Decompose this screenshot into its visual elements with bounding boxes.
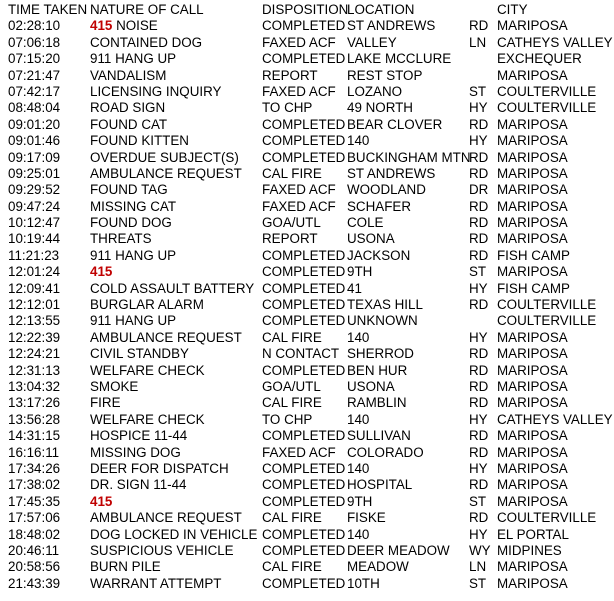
- table-row: [0, 412, 614, 428]
- location-cell: TEXAS HILL: [347, 297, 423, 313]
- time-taken-cell: 20:46:11: [8, 542, 60, 558]
- time-taken-cell: 07:42:17: [8, 83, 61, 99]
- nature-text: SMOKE: [90, 378, 139, 394]
- street-suffix-cell: HY: [469, 460, 488, 476]
- disposition-cell: COMPLETED: [262, 51, 346, 67]
- table-row: [0, 576, 614, 592]
- location-cell: BEN HUR: [347, 362, 408, 378]
- nature-of-call-cell: [90, 68, 166, 84]
- disposition-cell: FAXED ACF: [262, 182, 336, 198]
- nature-of-call-cell: [90, 461, 229, 477]
- nature-of-call-cell: [90, 412, 205, 428]
- disposition-cell: FAXED ACF: [262, 83, 336, 99]
- nature-of-call-cell: [90, 35, 202, 51]
- city-cell: COULTERVILLE: [497, 510, 597, 526]
- location-cell: 9TH: [347, 493, 373, 509]
- location-cell: USONA: [347, 378, 395, 394]
- street-suffix-cell: RD: [469, 149, 489, 165]
- city-cell: MARIPOSA: [497, 346, 568, 362]
- time-taken-cell: 17:57:06: [8, 510, 61, 526]
- street-suffix-cell: RD: [469, 247, 489, 263]
- nature-of-call-cell: [90, 281, 254, 297]
- time-taken-cell: 13:04:32: [8, 378, 61, 394]
- disposition-cell: COMPLETED: [262, 116, 346, 132]
- disposition-cell: COMPLETED: [262, 477, 346, 493]
- street-suffix-cell: RD: [469, 198, 489, 214]
- location-cell: USONA: [347, 231, 395, 247]
- table-row: [0, 445, 614, 461]
- time-taken-cell: 13:17:26: [8, 395, 61, 411]
- table-row: [0, 133, 614, 149]
- table-row: [0, 379, 614, 395]
- disposition-cell: COMPLETED: [262, 542, 346, 558]
- location-cell: LAKE MCCLURE: [347, 51, 452, 67]
- table-row: [0, 346, 614, 362]
- city-cell: CATHEYS VALLEY: [497, 34, 613, 50]
- time-taken-cell: 08:48:04: [8, 100, 61, 116]
- time-taken-cell: 18:48:02: [8, 526, 61, 542]
- street-suffix-cell: RD: [469, 395, 489, 411]
- disposition-cell: FAXED ACF: [262, 444, 336, 460]
- disposition-cell: GOA/UTL: [262, 215, 321, 231]
- disposition-cell: COMPLETED: [262, 149, 346, 165]
- disposition-cell: COMPLETED: [262, 460, 346, 476]
- location-cell: COLE: [347, 215, 384, 231]
- nature-of-call-cell: [90, 576, 221, 592]
- table-row: [0, 559, 614, 575]
- time-taken-cell: 09:01:20: [8, 116, 61, 132]
- city-cell: MARIPOSA: [497, 444, 568, 460]
- time-taken-cell: 20:58:56: [8, 559, 61, 575]
- time-taken-cell: 02:28:10: [8, 18, 61, 34]
- table-row: [0, 150, 614, 166]
- nature-text: 911 HANG UP: [90, 51, 177, 67]
- nature-of-call-cell: [90, 18, 158, 34]
- location-cell: ST ANDREWS: [347, 18, 436, 34]
- location-cell: FISKE: [347, 510, 386, 526]
- location-cell: 49 NORTH: [347, 100, 413, 116]
- city-cell: MARIPOSA: [497, 67, 568, 83]
- city-cell: FISH CAMP: [497, 247, 570, 263]
- nature-of-call-cell: [90, 215, 172, 231]
- time-taken-cell: 12:01:24: [8, 264, 61, 280]
- street-suffix-cell: ST: [469, 264, 487, 280]
- disposition-cell: COMPLETED: [262, 247, 346, 263]
- nature-of-call-cell: [90, 51, 176, 67]
- nature-of-call-cell: [90, 494, 112, 510]
- nature-text: CONTAINED DOG: [90, 34, 203, 50]
- time-taken-cell: 17:45:35: [8, 493, 61, 509]
- time-taken-cell: 14:31:15: [8, 428, 61, 444]
- time-taken-cell: 13:56:28: [8, 411, 61, 427]
- nature-text: CIVIL STANDBY: [90, 346, 189, 362]
- disposition-cell: CAL FIRE: [262, 165, 322, 181]
- table-row: [0, 527, 614, 543]
- time-taken-cell: 21:43:39: [8, 575, 61, 591]
- disposition-cell: CAL FIRE: [262, 395, 322, 411]
- nature-text: AMBULANCE REQUEST: [90, 329, 242, 345]
- table-row: [0, 281, 614, 297]
- street-suffix-cell: RD: [469, 346, 489, 362]
- nature-text: FOUND DOG: [90, 215, 172, 231]
- location-cell: SCHAFER: [347, 198, 411, 214]
- disposition-cell: COMPLETED: [262, 575, 346, 591]
- nature-of-call-cell: [90, 527, 257, 543]
- table-row: [0, 231, 614, 247]
- location-cell: COLORADO: [347, 444, 424, 460]
- location-cell: HOSPITAL: [347, 477, 413, 493]
- street-suffix-cell: RD: [469, 444, 489, 460]
- nature-text: THREATS: [90, 231, 152, 247]
- location-cell: RAMBLIN: [347, 395, 407, 411]
- nature-text: FOUND TAG: [90, 182, 168, 198]
- nature-text: ROAD SIGN: [90, 100, 166, 116]
- location-cell: 9TH: [347, 264, 373, 280]
- nature-of-call-cell: [90, 510, 242, 526]
- disposition-cell: N CONTACT: [262, 346, 340, 362]
- nature-of-call-cell: [90, 445, 181, 461]
- time-taken-cell: 17:34:26: [8, 460, 61, 476]
- nature-text: WELFARE CHECK: [90, 362, 205, 378]
- city-cell: MARIPOSA: [497, 395, 568, 411]
- table-row: [0, 543, 614, 559]
- nature-of-call-cell: [90, 166, 242, 182]
- disposition-cell: TO CHP: [262, 100, 313, 116]
- disposition-cell: GOA/UTL: [262, 378, 321, 394]
- nature-text: COLD ASSAULT BATTERY: [90, 280, 255, 296]
- nature-text: 911 HANG UP: [90, 247, 177, 263]
- table-row: [0, 166, 614, 182]
- city-cell: MARIPOSA: [497, 477, 568, 493]
- nature-text: DOG LOCKED IN VEHICLE: [90, 526, 258, 542]
- location-cell: 10TH: [347, 575, 380, 591]
- nature-of-call-cell: [90, 248, 176, 264]
- disposition-cell: CAL FIRE: [262, 329, 322, 345]
- time-taken-cell: 09:29:52: [8, 182, 61, 198]
- table-row: [0, 117, 614, 133]
- city-cell: COULTERVILLE: [497, 100, 597, 116]
- street-suffix-cell: RD: [469, 231, 489, 247]
- street-suffix-cell: ST: [469, 575, 487, 591]
- table-row: [0, 313, 614, 329]
- nature-text: VANDALISM: [90, 67, 167, 83]
- disposition-cell: COMPLETED: [262, 18, 346, 34]
- time-taken-cell: 07:15:20: [8, 51, 61, 67]
- city-cell: COULTERVILLE: [497, 83, 597, 99]
- city-cell: MARIPOSA: [497, 575, 568, 591]
- table-body: [0, 18, 614, 592]
- nature-text: FOUND CAT: [90, 116, 168, 132]
- disposition-cell: COMPLETED: [262, 493, 346, 509]
- city-cell: MARIPOSA: [497, 165, 568, 181]
- disposition-cell: REPORT: [262, 67, 318, 83]
- disposition-cell: COMPLETED: [262, 526, 346, 542]
- location-cell: UNKNOWN: [347, 313, 418, 329]
- nature-text: WELFARE CHECK: [90, 411, 205, 427]
- street-suffix-cell: HY: [469, 133, 488, 149]
- nature-of-call-cell: [90, 231, 152, 247]
- street-suffix-cell: ST: [469, 83, 487, 99]
- nature-of-call-cell: [90, 150, 239, 166]
- street-suffix-cell: DR: [469, 182, 489, 198]
- location-cell: 140: [347, 460, 370, 476]
- disposition-cell: COMPLETED: [262, 428, 346, 444]
- nature-of-call-cell: [90, 379, 138, 395]
- city-cell: EXCHEQUER: [497, 51, 582, 67]
- location-cell: JACKSON: [347, 247, 411, 263]
- header-time-taken: TIME TAKEN: [8, 2, 88, 17]
- disposition-cell: COMPLETED: [262, 280, 346, 296]
- header-city: CITY: [497, 2, 528, 17]
- time-taken-cell: 09:47:24: [8, 198, 61, 214]
- location-cell: MEADOW: [347, 559, 409, 575]
- table-row: [0, 477, 614, 493]
- nature-text: DEER FOR DISPATCH: [90, 460, 229, 476]
- location-cell: LOZANO: [347, 83, 403, 99]
- nature-of-call-cell: [90, 330, 242, 346]
- street-suffix-cell: RD: [469, 428, 489, 444]
- city-cell: MARIPOSA: [497, 378, 568, 394]
- nature-of-call-cell: [90, 395, 121, 411]
- disposition-cell: COMPLETED: [262, 297, 346, 313]
- nature-of-call-cell: [90, 84, 221, 100]
- city-cell: MARIPOSA: [497, 182, 568, 198]
- nature-text: LICENSING INQUIRY: [90, 83, 222, 99]
- city-cell: MARIPOSA: [497, 493, 568, 509]
- location-cell: 140: [347, 411, 370, 427]
- nature-of-call-cell: [90, 543, 234, 559]
- disposition-cell: TO CHP: [262, 411, 313, 427]
- time-taken-cell: 07:21:47: [8, 67, 61, 83]
- disposition-cell: REPORT: [262, 231, 318, 247]
- location-cell: BEAR CLOVER: [347, 116, 443, 132]
- street-suffix-cell: HY: [469, 526, 488, 542]
- street-suffix-cell: WY: [469, 542, 491, 558]
- city-cell: EL PORTAL: [497, 526, 569, 542]
- nature-of-call-cell: [90, 117, 167, 133]
- time-taken-cell: 07:06:18: [8, 34, 61, 50]
- street-suffix-cell: HY: [469, 329, 488, 345]
- nature-of-call-cell: [90, 182, 168, 198]
- nature-text: 911 HANG UP: [90, 313, 177, 329]
- disposition-cell: COMPLETED: [262, 264, 346, 280]
- disposition-cell: CAL FIRE: [262, 510, 322, 526]
- table-row: [0, 264, 614, 280]
- penal-code-label: 415: [90, 264, 113, 280]
- city-cell: MARIPOSA: [497, 231, 568, 247]
- time-taken-cell: 09:01:46: [8, 133, 61, 149]
- table-row: [0, 199, 614, 215]
- disposition-cell: FAXED ACF: [262, 34, 336, 50]
- location-cell: 140: [347, 329, 370, 345]
- table-row: [0, 248, 614, 264]
- table-row: [0, 68, 614, 84]
- nature-text: MISSING DOG: [90, 444, 181, 460]
- disposition-cell: COMPLETED: [262, 313, 346, 329]
- time-taken-cell: 16:16:11: [8, 444, 60, 460]
- disposition-cell: CAL FIRE: [262, 559, 322, 575]
- time-taken-cell: 09:25:01: [8, 165, 61, 181]
- table-row: [0, 18, 614, 34]
- table-row: [0, 363, 614, 379]
- nature-text: FOUND KITTEN: [90, 133, 189, 149]
- table-row: [0, 84, 614, 100]
- nature-text: DR. SIGN 11-44: [90, 477, 187, 493]
- city-cell: MARIPOSA: [497, 428, 568, 444]
- street-suffix-cell: RD: [469, 18, 489, 34]
- time-taken-cell: 12:13:55: [8, 313, 61, 329]
- city-cell: MARIPOSA: [497, 460, 568, 476]
- city-cell: MARIPOSA: [497, 264, 568, 280]
- table-row: [0, 297, 614, 313]
- city-cell: MARIPOSA: [497, 133, 568, 149]
- city-cell: MARIPOSA: [497, 215, 568, 231]
- nature-text: HOSPICE 11-44: [90, 428, 188, 444]
- nature-text: FIRE: [90, 395, 121, 411]
- location-cell: 140: [347, 133, 370, 149]
- nature-text: WARRANT ATTEMPT: [90, 575, 222, 591]
- table-row: [0, 51, 614, 67]
- nature-of-call-cell: [90, 477, 187, 493]
- nature-of-call-cell: [90, 264, 112, 280]
- nature-of-call-cell: [90, 428, 187, 444]
- table-row: [0, 215, 614, 231]
- location-cell: REST STOP: [347, 67, 423, 83]
- table-row: [0, 461, 614, 477]
- nature-of-call-cell: [90, 297, 204, 313]
- location-cell: 140: [347, 526, 370, 542]
- header-disposition: DISPOSITION: [262, 2, 349, 17]
- city-cell: MARIPOSA: [497, 362, 568, 378]
- nature-of-call-cell: [90, 346, 189, 362]
- nature-text: NOISE: [112, 18, 158, 34]
- nature-text: BURGLAR ALARM: [90, 297, 204, 313]
- location-cell: DEER MEADOW: [347, 542, 450, 558]
- nature-of-call-cell: [90, 100, 165, 116]
- city-cell: MARIPOSA: [497, 559, 568, 575]
- nature-of-call-cell: [90, 559, 161, 575]
- street-suffix-cell: HY: [469, 100, 488, 116]
- location-cell: VALLEY: [347, 34, 397, 50]
- location-cell: SULLIVAN: [347, 428, 411, 444]
- location-cell: ST ANDREWS: [347, 165, 436, 181]
- city-cell: FISH CAMP: [497, 280, 570, 296]
- header-location: LOCATION: [347, 2, 415, 17]
- city-cell: MARIPOSA: [497, 116, 568, 132]
- city-cell: COULTERVILLE: [497, 297, 597, 313]
- city-cell: COULTERVILLE: [497, 313, 597, 329]
- street-suffix-cell: LN: [469, 34, 487, 50]
- nature-text: SUSPICIOUS VEHICLE: [90, 542, 234, 558]
- header-row: [0, 2, 614, 18]
- nature-text: MISSING CAT: [90, 198, 177, 214]
- street-suffix-cell: HY: [469, 411, 488, 427]
- street-suffix-cell: HY: [469, 280, 488, 296]
- street-suffix-cell: RD: [469, 510, 489, 526]
- table-row: [0, 100, 614, 116]
- location-cell: BUCKINGHAM MTN: [347, 149, 471, 165]
- street-suffix-cell: RD: [469, 362, 489, 378]
- time-taken-cell: 12:31:13: [8, 362, 61, 378]
- header-nature-of-call: NATURE OF CALL: [90, 2, 204, 17]
- time-taken-cell: 12:22:39: [8, 329, 61, 345]
- penal-code-label: 415: [90, 493, 113, 509]
- city-cell: MARIPOSA: [497, 198, 568, 214]
- city-cell: CATHEYS VALLEY: [497, 411, 613, 427]
- street-suffix-cell: RD: [469, 297, 489, 313]
- street-suffix-cell: RD: [469, 165, 489, 181]
- time-taken-cell: 10:19:44: [8, 231, 61, 247]
- location-cell: 41: [347, 280, 362, 296]
- city-cell: MARIPOSA: [497, 18, 568, 34]
- street-suffix-cell: RD: [469, 215, 489, 231]
- nature-text: AMBULANCE REQUEST: [90, 510, 242, 526]
- time-taken-cell: 12:24:21: [8, 346, 61, 362]
- time-taken-cell: 10:12:47: [8, 215, 61, 231]
- disposition-cell: COMPLETED: [262, 362, 346, 378]
- call-log-table: [0, 2, 614, 592]
- nature-text: AMBULANCE REQUEST: [90, 165, 242, 181]
- street-suffix-cell: ST: [469, 493, 487, 509]
- disposition-cell: FAXED ACF: [262, 198, 336, 214]
- table-row: [0, 428, 614, 444]
- street-suffix-cell: LN: [469, 559, 487, 575]
- city-cell: MARIPOSA: [497, 149, 568, 165]
- nature-of-call-cell: [90, 133, 189, 149]
- street-suffix-cell: RD: [469, 477, 489, 493]
- table-row: [0, 494, 614, 510]
- table-row: [0, 395, 614, 411]
- time-taken-cell: 12:12:01: [8, 297, 61, 313]
- street-suffix-cell: RD: [469, 378, 489, 394]
- table-row: [0, 510, 614, 526]
- disposition-cell: COMPLETED: [262, 133, 346, 149]
- location-cell: WOODLAND: [347, 182, 426, 198]
- penal-code-label: 415: [90, 18, 113, 34]
- city-cell: MIDPINES: [497, 542, 562, 558]
- time-taken-cell: 17:38:02: [8, 477, 61, 493]
- nature-text: BURN PILE: [90, 559, 161, 575]
- table-row: [0, 330, 614, 346]
- nature-of-call-cell: [90, 199, 176, 215]
- nature-text: OVERDUE SUBJECT(S): [90, 149, 239, 165]
- time-taken-cell: 11:21:23: [8, 247, 60, 263]
- table-row: [0, 182, 614, 198]
- time-taken-cell: 12:09:41: [8, 280, 61, 296]
- city-cell: MARIPOSA: [497, 329, 568, 345]
- location-cell: SHERROD: [347, 346, 414, 362]
- nature-of-call-cell: [90, 313, 176, 329]
- time-taken-cell: 09:17:09: [8, 149, 61, 165]
- street-suffix-cell: RD: [469, 116, 489, 132]
- table-row: [0, 35, 614, 51]
- nature-of-call-cell: [90, 363, 205, 379]
